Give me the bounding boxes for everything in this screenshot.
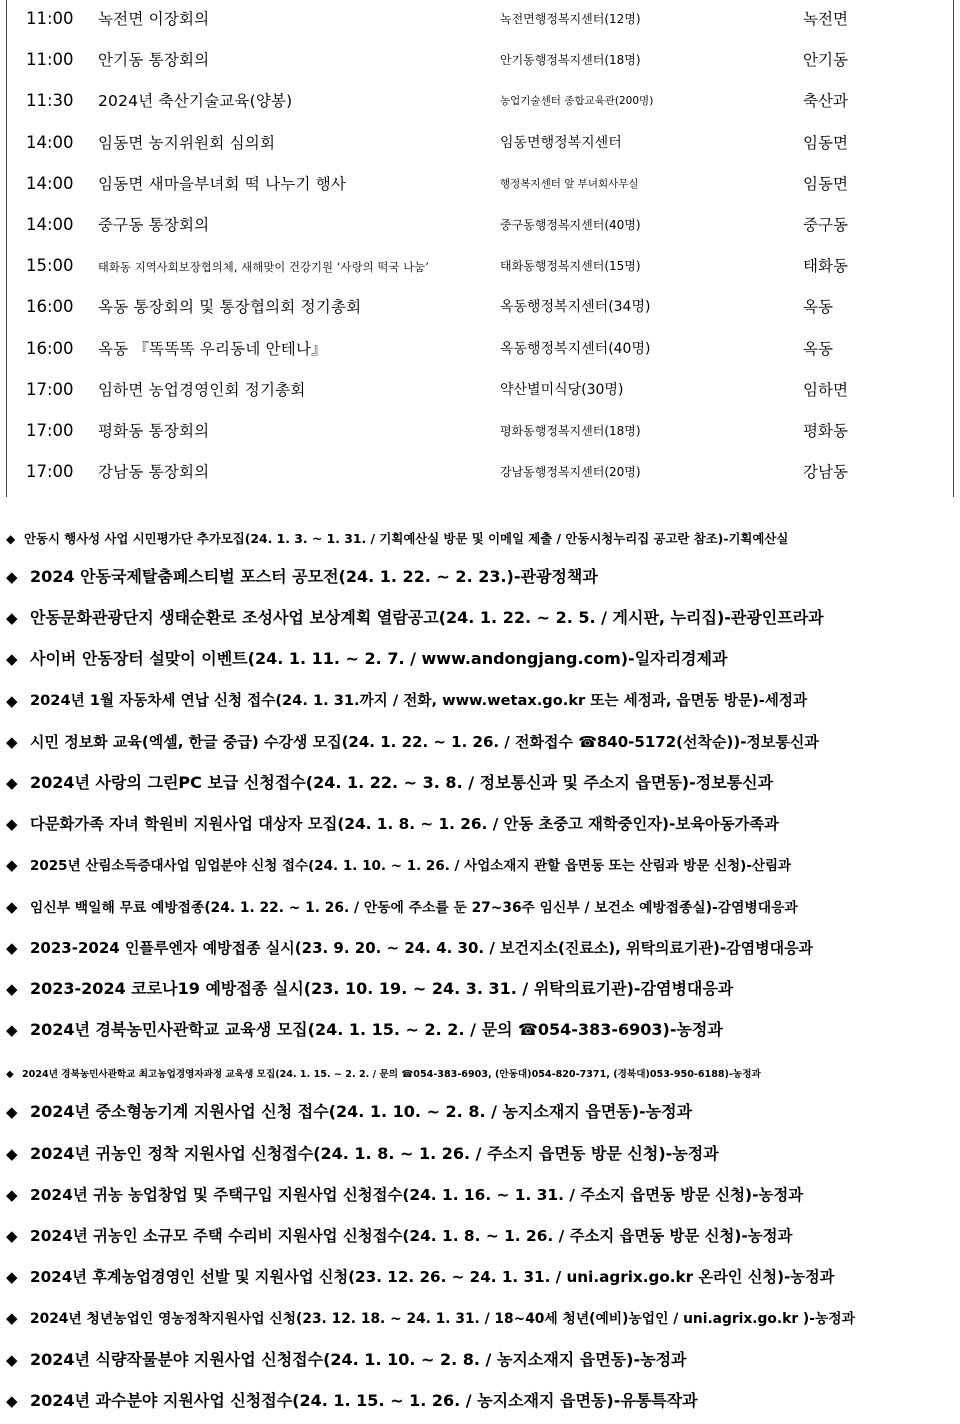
notice-item [0,763,960,804]
event-title: 태화동 지역사회보장협의체, 새해맞이 건강기원 ‘사랑의 떡국 나눔’ [98,261,429,275]
diamond-bullet-icon: ◆ [6,1021,18,1040]
notice-text: 임신부 백일해 무료 예방접종(24. 1. 22. ~ 1. 26. / 안동에 주소를 둔 27~36주 임신부 / 보건소 예방접종실)-감염병대응과 [30,899,798,916]
notice-item [0,845,960,886]
schedule-row [0,41,960,82]
event-place: 농업기술센터 종합교육관(200명) [500,95,654,108]
event-dept: 임동면 [803,133,848,152]
notice-text: 2024년 청년농업인 영농정착지원사업 신청(23. 12. 18. ~ 24. 1. 31. / 18~40세 청년(예비)농업인 / uni.agrix.go.kr )-농정과 [30,1311,855,1328]
event-title: 임동면 새마을부녀회 떡 나누기 행사 [98,174,347,193]
diamond-bullet-icon: ◆ [6,732,18,751]
diamond-bullet-icon: ◆ [6,1350,18,1369]
notice-item [0,1092,960,1133]
event-time: 14:00 [26,173,74,193]
notice-text: 2024년 귀농 농업창업 및 주택구입 지원사업 신청접수(24. 1. 16. ~ 1. 31. / 주소지 읍면동 방문 신청)-농정과 [30,1185,804,1204]
diamond-bullet-icon: ◆ [6,650,18,669]
schedule-row [0,206,960,247]
diamond-bullet-icon: ◆ [6,1309,18,1328]
event-dept: 태화동 [803,257,848,276]
diamond-bullet-icon: ◆ [6,979,18,998]
notice-item [0,1175,960,1216]
schedule-row [0,412,960,453]
event-title: 옥동 『똑똑똑 우리동네 안테나』 [98,339,327,358]
event-dept: 임하면 [803,380,848,399]
event-title: 중구동 통장회의 [98,215,210,234]
schedule-row [0,0,960,41]
notice-text: 사이버 안동장터 설맞이 이벤트(24. 1. 11. ~ 2. 7. / www.andongjang.com)-일자리경제과 [30,649,728,669]
diamond-bullet-icon: ◆ [6,897,18,916]
event-dept: 강남동 [803,463,848,482]
diamond-bullet-icon: ◆ [6,1185,18,1204]
notice-text: 2025년 산림소득증대사업 임업분야 신청 접수(24. 1. 10. ~ 1. 26. / 사업소재지 관할 읍면동 또는 산림과 방문 신청)-산림과 [30,858,792,875]
notice-text: 2024년 과수분야 지원사업 신청접수(24. 1. 15. ~ 1. 26. / 농지소재지 읍면동)-유통특작과 [30,1390,698,1410]
schedule-row [0,124,960,165]
schedule-row [0,330,960,371]
event-dept: 옥동 [803,339,833,358]
event-time: 11:30 [26,91,74,111]
diamond-bullet-icon: ◆ [6,815,18,834]
event-place: 행정복지센터 앞 부녀회사무실 [500,177,639,190]
notice-item [0,1340,960,1381]
notice-item [0,639,960,680]
event-dept: 녹전면 [803,10,848,28]
event-time: 11:00 [26,50,74,70]
notice-list [0,517,960,1422]
schedule-table [0,0,960,494]
notice-text: 2024년 경북농민사관학교 최고농업경영자과정 교육생 모집(24. 1. 15. ~ 2. 2. / 문의 ☎054-383-6903, (안동대)054-820-7371, (경북대)053-950-6188)-농정과 [22,1069,761,1081]
notice-item [0,1257,960,1298]
schedule-row [0,288,960,329]
event-time: 17:00 [26,462,74,482]
event-place: 옥동행정복지센터(40명) [500,340,651,357]
event-title: 임하면 농업경영인회 정기총회 [98,380,306,399]
notice-text: 2024년 사랑의 그린PC 보급 신청접수(24. 1. 22. ~ 3. 8. / 정보통신과 및 주소지 읍면동)-정보통신과 [30,772,774,792]
event-time: 14:00 [26,214,74,234]
schedule-row [0,165,960,206]
diamond-bullet-icon: ◆ [6,691,18,710]
event-dept: 임동면 [803,174,848,193]
event-place: 임동면행정복지센터 [500,134,622,151]
notice-item [0,1216,960,1257]
notice-text: 안동시 행사성 사업 시민평가단 추가모집(24. 1. 3. ~ 1. 31. / 기획예산실 방문 및 이메일 제출 / 안동시청누리집 공고란 참조)-기획예산실 [24,531,789,546]
event-place: 강남동행정복지센터(20명) [500,465,641,480]
event-time: 15:00 [26,256,74,276]
diamond-bullet-icon: ◆ [6,532,16,546]
diamond-bullet-icon: ◆ [6,1268,18,1287]
event-place: 중구동행정복지센터(40명) [500,217,641,232]
notice-text: 2024년 귀농인 정착 지원사업 신청접수(24. 1. 8. ~ 1. 26. / 주소지 읍면동 방문 신청)-농정과 [30,1143,719,1163]
diamond-bullet-icon: ◆ [6,1144,18,1163]
notice-item [0,1010,960,1051]
notice-text: 2024년 중소형농기계 지원사업 신청 접수(24. 1. 10. ~ 2. 8. / 농지소재지 읍면동)-농정과 [30,1102,693,1122]
diamond-bullet-icon: ◆ [6,568,18,586]
notice-text: 2023-2024 코로나19 예방접종 실시(23. 10. 19. ~ 24. 3. 31. / 위탁의료기관)-감염병대응과 [30,978,734,998]
event-dept: 축산과 [803,92,848,111]
diamond-bullet-icon: ◆ [6,856,18,875]
event-title: 임동면 농지위원회 심의회 [98,133,276,152]
notice-text: 2024년 경북농민사관학교 교육생 모집(24. 1. 15. ~ 2. 2. / 문의 ☎054-383-6903)-농정과 [30,1020,723,1040]
event-title: 안기동 통장회의 [98,51,210,70]
notice-item [0,1298,960,1339]
event-place: 안기동행정복지센터(18명) [500,53,641,68]
event-dept: 안기동 [803,51,848,70]
event-dept: 평화동 [803,421,848,440]
notice-item [0,928,960,969]
notice-text: 다문화가족 자녀 학원비 지원사업 대상자 모집(24. 1. 8. ~ 1. 26. / 안동 초중고 재학중인자)-보육아동가족과 [30,815,779,834]
event-place: 녹전면행정복지센터(12명) [500,12,641,26]
schedule-row [0,453,960,494]
event-time: 17:00 [26,379,74,399]
event-title: 평화동 통장회의 [98,421,210,440]
schedule-row [0,371,960,412]
notice-item [0,887,960,928]
diamond-bullet-icon: ◆ [6,609,18,628]
event-place: 태화동행정복지센터(15명) [500,259,641,274]
notice-item [0,1134,960,1175]
notice-item [0,1381,960,1422]
schedule-row [0,247,960,288]
schedule-row [0,82,960,123]
notice-item [0,969,960,1010]
event-time: 14:00 [26,132,74,152]
event-place: 평화동행정복지센터(18명) [500,423,641,438]
notice-item [0,722,960,763]
event-title: 2024년 축산기술교육(양봉) [98,92,293,111]
event-time: 16:00 [26,297,74,317]
notice-item [0,1051,960,1092]
notice-item [0,517,960,557]
event-time: 11:00 [26,9,74,28]
diamond-bullet-icon: ◆ [6,1227,18,1245]
diamond-bullet-icon: ◆ [6,1069,14,1081]
event-title: 강남동 통장회의 [98,463,210,482]
event-dept: 중구동 [803,215,848,234]
diamond-bullet-icon: ◆ [6,773,18,792]
notice-item [0,804,960,845]
event-title: 녹전면 이장회의 [98,10,210,28]
event-place: 옥동행정복지센터(34명) [500,299,651,316]
notice-text: 2024년 식량작물분야 지원사업 신청접수(24. 1. 10. ~ 2. 8. / 농지소재지 읍면동)-농정과 [30,1349,687,1369]
notice-item [0,598,960,639]
notice-item [0,681,960,722]
diamond-bullet-icon: ◆ [6,938,18,957]
notice-text: 2024년 귀농인 소규모 주택 수리비 지원사업 신청접수(24. 1. 8. ~ 1. 26. / 주소지 읍면동 방문 신청)-농정과 [30,1227,793,1245]
notice-text: 2024년 후계농업경영인 선발 및 지원사업 신청(23. 12. 26. ~ 24. 1. 31. / uni.agrix.go.kr 온라인 신청)-농정과 [30,1268,835,1287]
notice-text: 시민 정보화 교육(엑셀, 한글 중급) 수강생 모집(24. 1. 22. ~ 1. 26. / 전화접수 ☎840-5172(선착순))-정보통신과 [30,732,819,751]
event-place: 약산별미식당(30명) [500,381,624,398]
event-time: 17:00 [26,420,74,440]
notice-text: 안동문화관광단지 생태순환로 조성사업 보상계획 열람공고(24. 1. 22. ~ 2. 5. / 게시판, 누리집)-관광인프라과 [30,608,824,628]
notice-text: 2023-2024 인플루엔자 예방접종 실시(23. 9. 20. ~ 24. 4. 30. / 보건지소(진료소), 위탁의료기관)-감염병대응과 [30,938,814,957]
notice-item [0,557,960,598]
diamond-bullet-icon: ◆ [6,1103,18,1122]
diamond-bullet-icon: ◆ [6,1391,18,1410]
notice-text: 2024년 1월 자동차세 연납 신청 접수(24. 1. 31.까지 / 전화, www.wetax.go.kr 또는 세정과, 읍면동 방문)-세정과 [30,691,808,709]
event-title: 옥동 통장회의 및 통장협의회 정기총회 [98,298,362,317]
event-time: 16:00 [26,338,74,358]
notice-text: 2024 안동국제탈춤페스티벌 포스터 공모전(24. 1. 22. ~ 2. 23.)-관광정책과 [30,567,598,586]
event-dept: 옥동 [803,298,833,317]
